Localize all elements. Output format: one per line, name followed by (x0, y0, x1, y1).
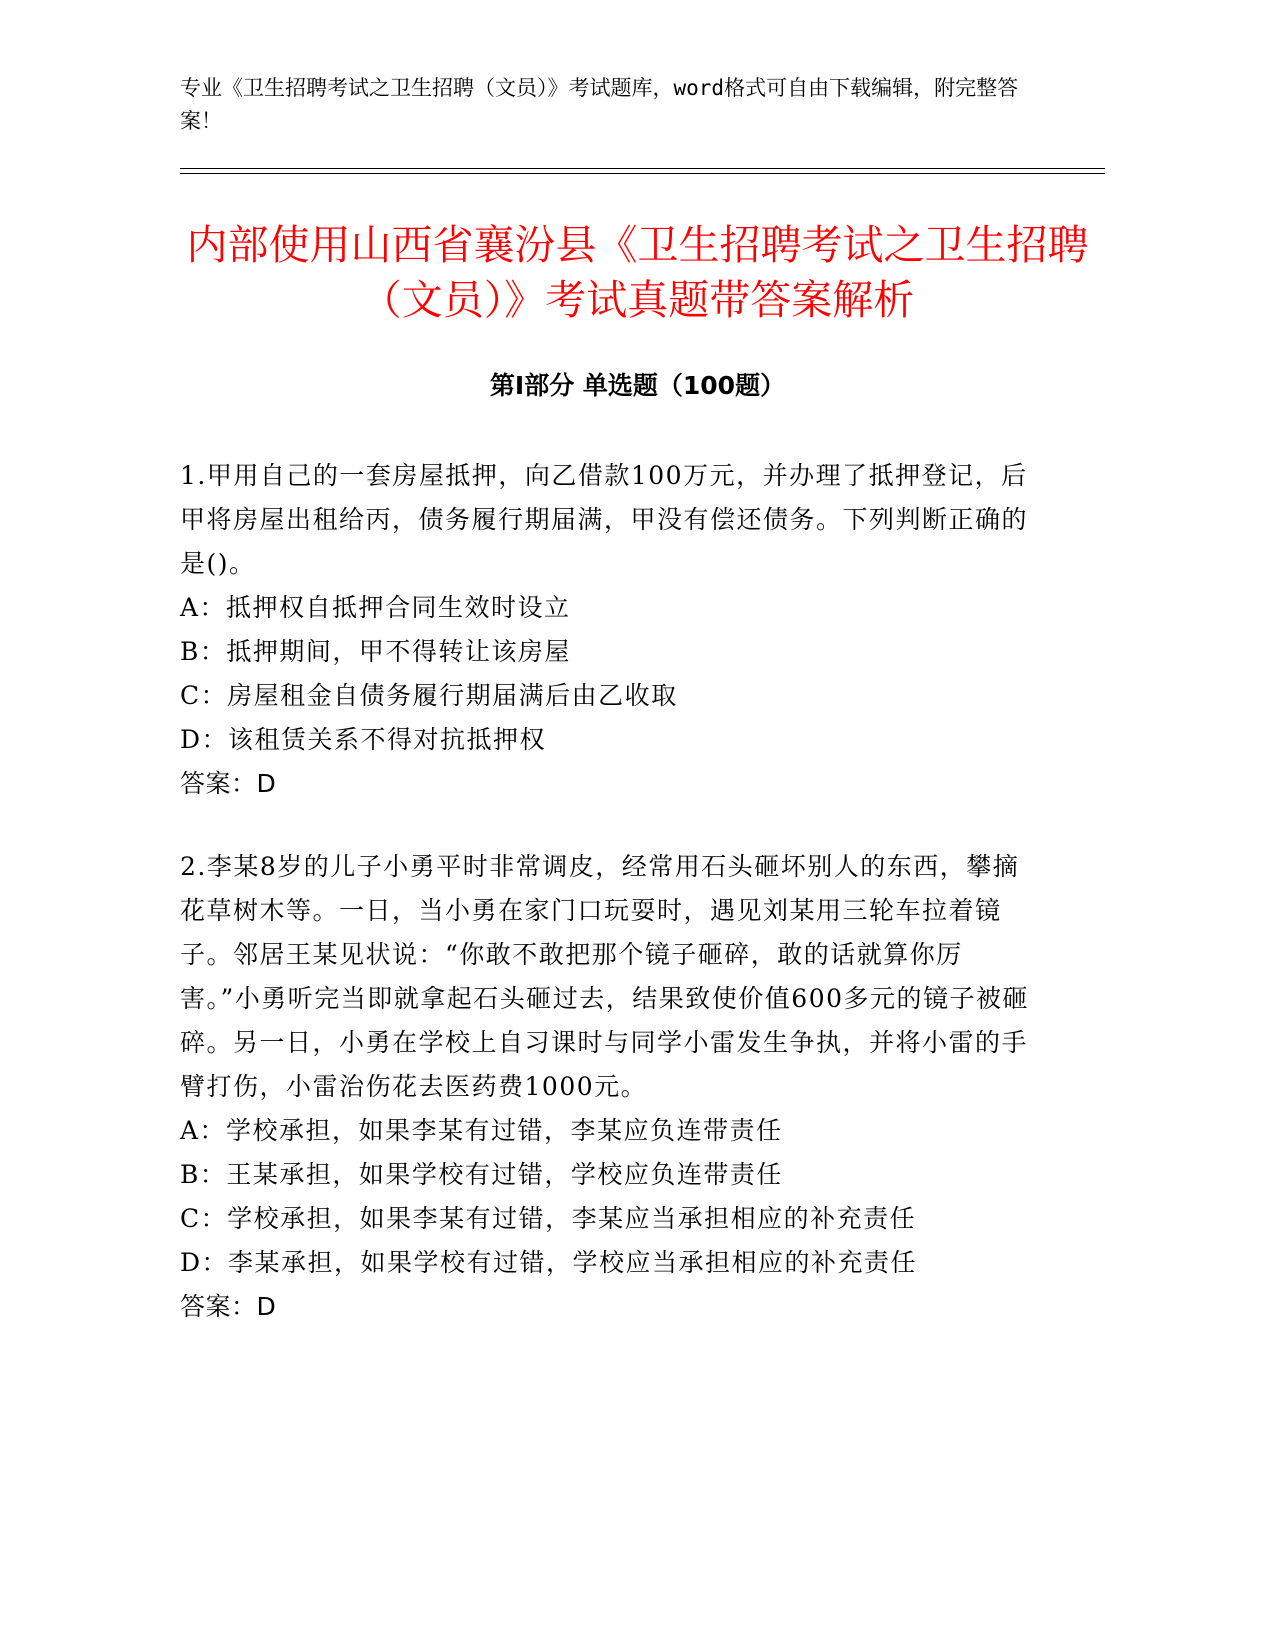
option-b: B：王某承担，如果学校有过错，学校应负连带责任 (180, 1160, 783, 1189)
option-a: A：抵押权自抵押合同生效时设立 (180, 593, 571, 622)
answer-label: 答案：D (180, 1292, 277, 1321)
option-d: D：李某承担，如果学校有过错，学校应当承担相应的补充责任 (180, 1248, 918, 1277)
option-d: D：该租赁关系不得对抗抵押权 (180, 725, 547, 754)
section-heading: 第Ⅰ部分 单选题（100题） (489, 371, 786, 400)
answer-label: 答案：D (180, 769, 277, 798)
header-divider (180, 168, 1105, 174)
option-c: C：学校承担，如果李某有过错，李某应当承担相应的补充责任 (180, 1204, 917, 1233)
option-c: C：房屋租金自债务履行期届满后由乙收取 (180, 681, 678, 710)
document-title: 内部使用山西省襄汾县《卫生招聘考试之卫生招聘（文员）》考试真题带答案解析 (186, 221, 1089, 324)
question-stem: 2.李某8岁的儿子小勇平时非常调皮，经常用石头砸坏别人的东西，攀摘花草树木等。一日，当小勇在家门口玩耍时，遇见刘某用三轮车拉着镜子。邻居王某见状说：“你敢不敢把那个镜子砸碎，敢的话就算你厉害。”小勇听完当即就拿起石头砸过去，结果致使价值600多元的镜子被砸碎。另一日，小勇在学校上自习课时与同学小雷发生争执，并将小雷的手臂打伤，小雷治伤花去医药费1000元。 (180, 852, 1030, 1101)
question-2 (180, 845, 1040, 1329)
option-b: B：抵押期间，甲不得转让该房屋 (180, 637, 571, 666)
header-note: 专业《卫生招聘考试之卫生招聘（文员）》考试题库，word格式可自由下载编辑，附完整答案！ (180, 76, 1019, 133)
option-a: A：学校承担，如果李某有过错，李某应负连带责任 (180, 1116, 783, 1145)
question-stem: 1.甲用自己的一套房屋抵押，向乙借款100万元，并办理了抵押登记，后甲将房屋出租给丙，债务履行期届满，甲没有偿还债务。下列判断正确的是()。 (180, 461, 1029, 578)
question-1 (180, 454, 1040, 806)
